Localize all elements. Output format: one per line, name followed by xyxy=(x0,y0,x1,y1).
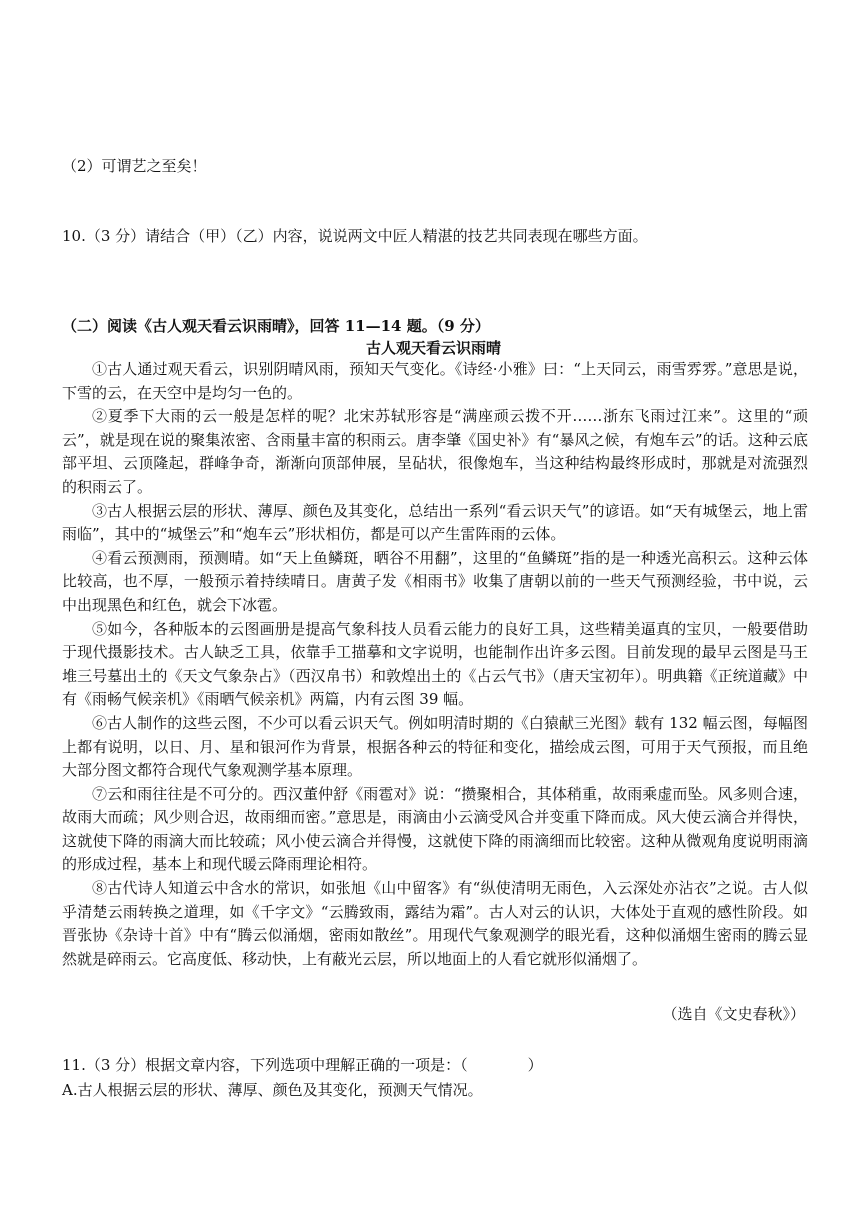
paragraph-4: ④看云预测雨，预测晴。如“天上鱼鳞斑，晒谷不用翻”，这里的“鱼鳞斑”指的是一种透光高积云。这种云体比较高，也不厚，一般预示着持续晴日。唐黄子发《相雨书》收集了唐朝以前的一些天气预测经验，书中说，云中出现黑色和红色，就会下冰雹。 xyxy=(62,548,808,614)
article-title: 古人观天看云识雨晴 xyxy=(365,339,501,357)
paragraph-7: ⑦云和雨往往是不可分的。西汉董仲舒《雨雹对》说：“攒聚相合，其体稍重，故雨乘虚而坠。风多则合速，故雨大而疏；风少则合迟，故雨细而密。”意思是，雨滴由小云滴受风合并变重下降而成。风大使云滴合并得快，这就使下降的雨滴大而比较疏；风小使云滴合并得慢，这就使下降的雨滴细而比较密。这种从微观角度说明雨滴的形成过程，基本上和现代暖云降雨理论相符。 xyxy=(62,784,808,874)
article-source: （选自《文史春秋》） xyxy=(662,1005,805,1023)
paragraph-8: ⑧古代诗人知道云中含水的常识，如张旭《山中留客》有“纵使清明无雨色，入云深处亦沾衣”之说。古人似乎清楚云雨转换之道理，如《千字文》“云腾致雨，露结为霜”。古人对云的认识，大体处于直观的感性阶段。如晋张协《杂诗十首》中有“腾云似涌烟，密雨如散丝”。用现代气象观测学的眼光看，这种似涌烟生密雨的腾云显然就是碎雨云。它高度低、移动快，上有蔽光云层，所以地面上的人看它就形似涌烟了。 xyxy=(62,879,808,968)
paragraph-2: ②夏季下大雨的云一般是怎样的呢？北宋苏轼形容是“满座顽云拨不开……浙东飞雨过江来”。这里的“顽云”，就是现在说的聚集浓密、含雨量丰富的积雨云。唐李肇《国史补》有“暴风之候，有炮车云”的话。这种云底部平坦、云顶隆起，群峰争奇，渐渐向顶部伸展，呈砧状，很像炮车，当这种结构最终形成时，那就是对流强烈的积雨云了。 xyxy=(62,407,808,496)
question-11: 11.（3 分）根据文章内容，下列选项中理解正确的一项是：（ ） xyxy=(62,1056,543,1074)
question-10: 10.（3 分）请结合（甲）（乙）内容，说说两文中匠人精湛的技艺共同表现在哪些方面。 xyxy=(62,227,648,245)
paragraph-3: ③古人根据云层的形状、薄厚、颜色及其变化，总结出一系列“看云识天气”的谚语。如“天有城堡云，地上雷雨临”，其中的“城堡云”和“炮车云”形状相仿，都是可以产生雷阵雨的云体。 xyxy=(62,501,808,544)
section-heading: （二）阅读《古人观天看云识雨晴》，回答 11—14 题。（9 分） xyxy=(62,317,490,335)
question-9-item-2: （2）可谓艺之至矣！ xyxy=(62,157,207,175)
article-body xyxy=(62,358,808,971)
paragraph-6: ⑥古人制作的这些云图，不少可以看云识天气。例如明清时期的《白猿献三光图》载有 132 幅云图，每幅图上都有说明，以日、月、星和银河作为背景，根据各种云的特征和变化，描绘成云图，可用于天气预报，而且绝大部分图文都符合现代气象观测学基本原理。 xyxy=(62,713,808,780)
paragraph-1: ①古人通过观天看云，识别阴晴风雨，预知天气变化。《诗经·小雅》曰：“上天同云，雨雪雰雰。”意思是说，下雪的云，在天空中是均匀一色的。 xyxy=(62,360,808,402)
paragraph-5: ⑤如今，各种版本的云图画册是提高气象科技人员看云能力的良好工具，这些精美逼真的宝贝，一般要借助于现代摄影技术。古人缺乏工具，依靠手工描摹和文字说明，也能制作出许多云图。目前发现的最早云图是马王堆三号墓出土的《天文气象杂占》（西汉帛书）和敦煌出土的《占云气书》（唐天宝初年）。明典籍《正统道藏》中有《雨畅气候亲机》《雨晒气候亲机》两篇，内有云图 39 幅。 xyxy=(62,619,808,709)
question-11-option-a: A.古人根据云层的形状、薄厚、颜色及其变化，预测天气情况。 xyxy=(62,1081,483,1099)
